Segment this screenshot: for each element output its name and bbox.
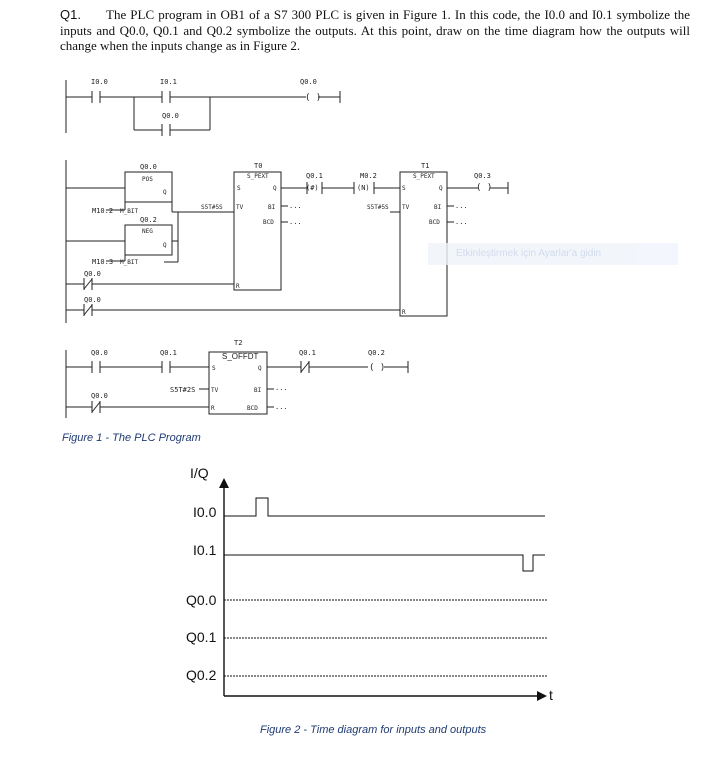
activation-watermark: Etkinleştirmek için Ayarlar'a gidin xyxy=(428,243,678,265)
t0-q-pin: Q xyxy=(273,185,277,192)
neg-bit-label: M_BIT xyxy=(120,259,139,266)
timing-row-q02: Q0.2 xyxy=(186,667,217,683)
pos-bit-label: M_BIT xyxy=(120,208,139,215)
t2-type: S_OFFDT xyxy=(222,352,259,361)
n2-coil-q03-symbol: ( ) xyxy=(476,183,493,193)
pos-q-pin: Q xyxy=(163,189,167,196)
t2-name: T2 xyxy=(234,339,243,347)
timing-row-i01: I0.1 xyxy=(193,542,217,558)
t1-bcd-output: ... xyxy=(455,218,468,226)
n1-contact-q00-label: Q0.0 xyxy=(162,112,179,120)
t0-tv-pin: TV xyxy=(236,204,244,211)
n3-contact-q00-label: Q0.0 xyxy=(91,349,108,357)
t1-tv-value: S5T#5S xyxy=(367,204,389,211)
t2-q-pin: Q xyxy=(258,365,262,372)
neg-bit-address: M10.3 xyxy=(92,258,114,266)
n1-coil-q00-symbol: ( ) xyxy=(305,93,322,103)
question-body: The PLC program in OB1 of a S7 300 PLC is given in Figure 1. In this code, the I0.0 and I0.1 symbolize the inputs and Q0.0, Q0.1 and Q0.2 symbolize the outputs. At this point, draw on the time diagram how the outputs will change when the inputs change as in Figure 2. xyxy=(60,7,690,53)
neg-label: NEG xyxy=(142,228,153,235)
t2-bcd-pin: BCD xyxy=(247,405,258,412)
timing-axis-title: I/Q xyxy=(190,465,209,481)
n3-contact-q01n-label: Q0.1 xyxy=(299,349,316,357)
neg-q-pin: Q xyxy=(163,242,167,249)
timing-row-i00: I0.0 xyxy=(193,504,217,520)
t2-bcd-output: ... xyxy=(275,403,288,411)
n2-coil-q01-symbol: (#) xyxy=(306,184,319,192)
t2-s-pin: S xyxy=(212,365,216,372)
t1-s-pin: S xyxy=(402,185,406,192)
n3-contact-q01-label: Q0.1 xyxy=(160,349,177,357)
pos-address: Q0.0 xyxy=(140,163,157,171)
t2-r-pin: R xyxy=(211,405,215,412)
t0-s-pin: S xyxy=(237,185,241,192)
n1-contact-i00-label: I0.0 xyxy=(91,78,108,86)
t1-bcd-pin: BCD xyxy=(429,219,440,226)
question-label: Q1. xyxy=(60,7,81,22)
t0-r-pin: R xyxy=(236,283,240,290)
figure2-caption: Figure 2 - Time diagram for inputs and outputs xyxy=(260,724,487,736)
n2-contact-q00b-label: Q0.0 xyxy=(84,296,101,304)
neg-address: Q0.2 xyxy=(140,216,157,224)
t1-r-pin: R xyxy=(402,309,406,316)
t0-bi-pin: BI xyxy=(268,204,276,211)
t0-type: S_PEXT xyxy=(247,173,269,180)
timing-row-q00: Q0.0 xyxy=(186,592,217,608)
t1-bi-output: ... xyxy=(455,202,468,210)
t1-type: S_PEXT xyxy=(413,173,435,180)
m02-label: M0.2 xyxy=(360,172,377,180)
t2-bi-pin: BI xyxy=(254,387,262,394)
t0-tv-value: S5T#5S xyxy=(201,204,223,211)
t0-name: T0 xyxy=(254,162,263,170)
t1-q-pin: Q xyxy=(439,185,443,192)
t2-bi-output: ... xyxy=(275,384,288,392)
timing-time-label: t xyxy=(549,687,553,703)
n3-contact-q00n-label: Q0.0 xyxy=(91,392,108,400)
m02-symbol: (N) xyxy=(357,184,370,192)
t2-tv-value: S5T#2S xyxy=(170,386,196,394)
t1-name: T1 xyxy=(421,162,430,170)
n2-coil-q01-label: Q0.1 xyxy=(306,172,323,180)
timing-row-q01: Q0.1 xyxy=(186,629,217,645)
t0-bcd-output: ... xyxy=(289,218,302,226)
pos-bit-address: M10.2 xyxy=(92,207,114,215)
n1-contact-i01-label: I0.1 xyxy=(160,78,177,86)
t1-bi-pin: BI xyxy=(434,204,442,211)
n1-coil-q00-label: Q0.0 xyxy=(300,78,317,86)
n2-contact-q00a-label: Q0.0 xyxy=(84,270,101,278)
n3-coil-q02-symbol: ( ) xyxy=(369,363,386,373)
n3-coil-q02-label: Q0.2 xyxy=(368,349,385,357)
t1-tv-pin: TV xyxy=(402,204,410,211)
t0-bcd-pin: BCD xyxy=(263,219,274,226)
t0-bi-output: ... xyxy=(289,202,302,210)
t2-tv-pin: TV xyxy=(211,387,219,394)
figure1-caption: Figure 1 - The PLC Program xyxy=(62,432,201,444)
n2-coil-q03-label: Q0.3 xyxy=(474,172,491,180)
pos-label: POS xyxy=(142,176,153,183)
